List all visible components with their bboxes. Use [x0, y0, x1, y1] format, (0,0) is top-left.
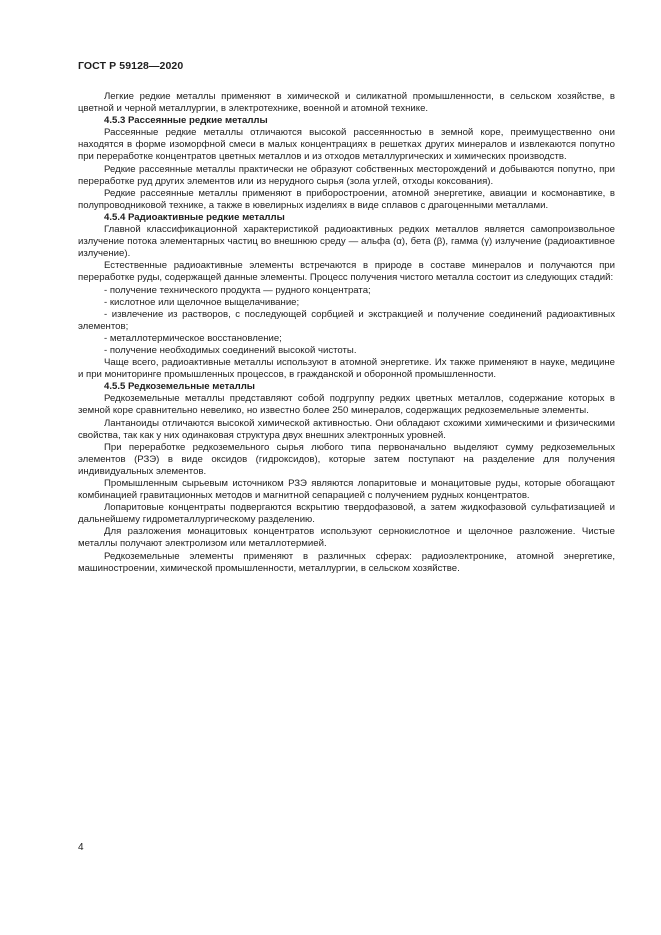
list-item: - кислотное или щелочное выщелачивание;: [104, 296, 300, 308]
paragraph: Редкоземельные металлы представляют собой подгруппу редких цветных металлов, содержание которых в земной коре сравнительно невелико, но известно более 250 минералов, содержащих редкоземельные элементы.: [78, 393, 615, 417]
document-body: [78, 91, 615, 575]
paragraph: Главной классификационной характеристикой радиоактивных редких металлов является самопроизвольное излучение потока элементарных частиц во внешнюю среду — альфа (α), бета (β), гамма (γ) излучение (радиоактивное излучение).: [78, 224, 615, 260]
paragraph: Чаще всего, радиоактивные металлы используют в атомной энергетике. Их также применяют в науке, медицине и при мониторинге промышленных процессов, в гражданской и оборонной промышленности.: [78, 357, 615, 381]
paragraph: Для разложения монацитовых концентратов используют сернокислотное и щелочное разложение. Чистые металлы получают электролизом или металлотермией.: [78, 526, 615, 550]
list-item: - металлотермическое восстановление;: [104, 332, 282, 344]
paragraph: Легкие редкие металлы применяют в химической и силикатной промышленности, в сельском хозяйстве, в цветной и черной металлургии, в электротехнике, военной и атомной технике.: [78, 91, 615, 115]
paragraph: При переработке редкоземельного сырья любого типа первоначально выделяют сумму редкоземельных элементов (РЗЭ) в виде оксидов (гидроксидов), которые затем поступают на разделение для получения индивидуальных элементов.: [78, 441, 615, 477]
section-heading-4-5-5: 4.5.5 Редкоземельные металлы: [104, 381, 255, 393]
page-number: 4: [78, 842, 84, 853]
paragraph: Промышленным сырьевым источником РЗЭ являются лопаритовые и монацитовые руды, которые обогащают комбинацией гравитационных методов и магнитной сепарацией с получением рудных концентратов.: [78, 478, 615, 502]
document-header: ГОСТ Р 59128—2020: [78, 60, 184, 72]
paragraph: Естественные радиоактивные элементы встречаются в природе в составе минералов и получаются при переработке руды, содержащей данные элементы. Процесс получения чистого металла состоит из следующих стадий:: [78, 260, 615, 284]
section-heading-4-5-4: 4.5.4 Радиоактивные редкие металлы: [104, 211, 285, 223]
list-item: - извлечение из растворов, с последующей сорбцией и экстракцией и получение соединений радиоактивных элементов;: [78, 308, 615, 332]
paragraph: Редкие рассеянные металлы практически не образуют собственных месторождений и добываются попутно, при переработке руд других элементов или из нерудного сырья (зола углей, отходы коксования).: [78, 163, 615, 187]
process-stage-list: [78, 285, 615, 358]
section-heading-4-5-3: 4.5.3 Рассеянные редкие металлы: [104, 115, 268, 127]
paragraph: Лантаноиды отличаются высокой химической активностью. Они обладают схожими химическими и физическими свойства, так как у них одинаковая структура двух внешних электронных уровней.: [78, 417, 615, 441]
list-item: - получение технического продукта — рудного концентрата;: [104, 284, 371, 296]
paragraph: Рассеянные редкие металлы отличаются высокой рассеянностью в земной коре, преимущественно они находятся в форме изоморфной смеси в малых концентрациях в решетках других минералов и извлекаются попутно при переработке концентратов цветных металлов и из отходов металлургических и химических производств.: [78, 127, 615, 163]
paragraph: Редкие рассеянные металлы применяют в приборостроении, атомной энергетике, авиации и космонавтике, в полупроводниковой технике, а также в ювелирных изделиях в виде сплавов с драгоценными металлами.: [78, 187, 615, 211]
paragraph: Редкоземельные элементы применяют в различных сферах: радиоэлектронике, атомной энергетике, машиностроении, химической промышленности, металлургии, в сельском хозяйстве.: [78, 550, 615, 574]
list-item: - получение необходимых соединений высокой чистоты.: [104, 344, 357, 356]
paragraph: Лопаритовые концентраты подвергаются вскрытию твердофазовой, а затем жидкофазовой сульфатизацией и дальнейшему гидрометаллургическому разделению.: [78, 502, 615, 526]
